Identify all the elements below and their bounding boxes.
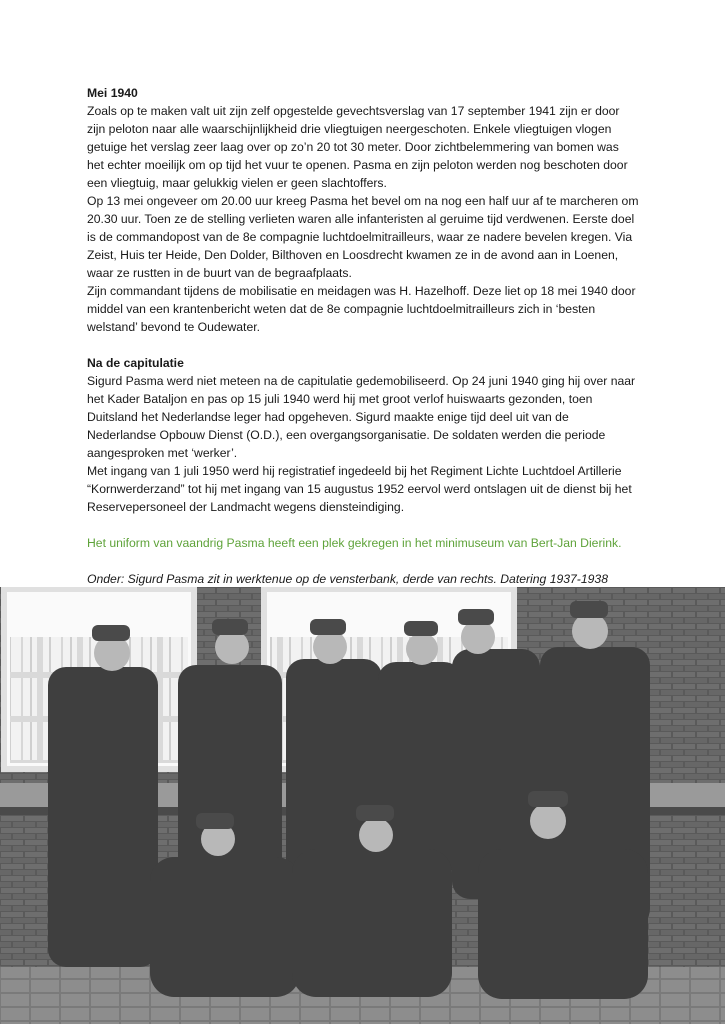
uniform-note: Het uniform van vaandrig Pasma heeft een plek gekregen in het minimuseum van Bert-Jan Dierink. [87, 536, 622, 550]
article-body [87, 84, 639, 588]
paragraph: Op 13 mei ongeveer om 20.00 uur kreeg Pasma het bevel om na nog een half uur af te marcheren om 20.30 uur. Toen ze de stelling verlieten waren alle infanteristen al geruime tijd verdwenen. Eerste doel is de commandopost van de 8e compagnie luchtdoelmitrailleurs, waar ze nadere bevelen kregen. Via Zeist, Huis ter Heide, Den Dolder, Bilthoven en Loosdrecht kwamen ze in de avond aan in Loenen, waar ze rustten in de buurt van de begraafplaats. [87, 194, 639, 280]
paragraph: Sigurd Pasma werd niet meteen na de capitulatie gedemobiliseerd. Op 24 juni 1940 ging hij over naar het Kader Bataljon en pas op 15 juli 1940 werd hij met groot verlof huiswaarts gezonden, toen Duitsland het Nederlandse leger had opgeheven. Sigurd maakte enige tijd deel uit van de Nederlandse Opbouw Dienst (O.D.), een overgangsorganisatie. De soldaten werden die periode aangesproken met ‘werker’. [87, 374, 636, 460]
paragraph: Met ingang van 1 juli 1950 werd hij registratief ingedeeld bij het Regiment Lichte Luchtdoel Artillerie “Kornwerderzand” tot hij met ingang van 15 augustus 1952 eervol werd ontslagen uit de dienst bij het Reservepersoneel der Landmacht wegens diensteindiging. [87, 464, 632, 514]
photo-caption: Onder: Sigurd Pasma zit in werktenue op de vensterbank, derde van rechts. Datering 1937-1938 [87, 572, 608, 586]
section-heading-mei-1940: Mei 1940 [87, 86, 138, 100]
section-heading-na-de-capitulatie: Na de capitulatie [87, 356, 184, 370]
paragraph: Zijn commandant tijdens de mobilisatie en meidagen was H. Hazelhoff. Deze liet op 18 mei 1940 door middel van een krantenbericht weten dat de 8e compagnie luchtdoelmitrailleurs zich in ‘besten welstand’ bevond te Oudewater. [87, 284, 636, 334]
group-photo [0, 587, 725, 1024]
paragraph: Zoals op te maken valt uit zijn zelf opgestelde gevechtsverslag van 17 september 1941 zijn er door zijn peloton naar alle waarschijnlijkheid drie vliegtuigen neergeschoten. Enkele vliegtuigen vlogen getuige het verslag zeer laag over op zo’n 20 tot 30 meter. Door zichtbelemmering van bomen was het echter moeilijk om op tijd het vuur te openen. Pasma en zijn peloton werden nog beschoten door een vliegtuig, maar gelukkig vielen er geen slachtoffers. [87, 104, 628, 190]
